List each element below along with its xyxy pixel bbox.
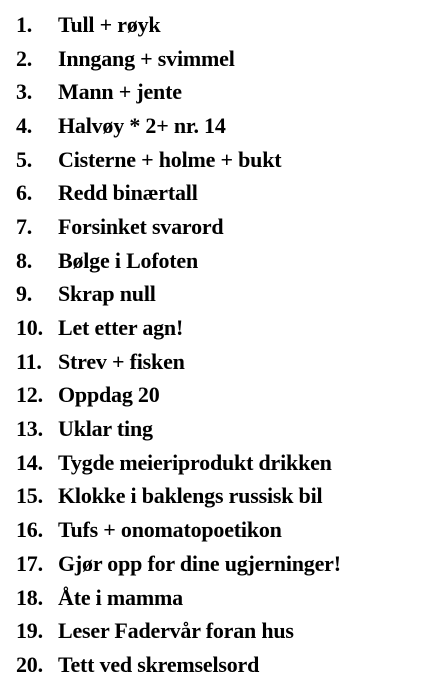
clue-text: Klokke i baklengs russisk bil: [58, 483, 323, 509]
list-item: [0, 547, 424, 581]
clue-number: 19.: [16, 618, 43, 644]
list-item: [0, 278, 424, 312]
list-item: [0, 244, 424, 278]
list-item: [0, 311, 424, 345]
clue-number: 17.: [16, 550, 43, 576]
list-item: [0, 614, 424, 648]
clue-number: 8.: [16, 247, 33, 273]
clue-number: 10.: [16, 315, 43, 341]
clue-number: 13.: [16, 416, 43, 442]
list-item: [0, 446, 424, 480]
clue-text: Cisterne + holme + bukt: [58, 146, 282, 172]
list-item: [0, 379, 424, 413]
clue-text: Halvøy * 2+ nr. 14: [58, 112, 226, 138]
clue-number: 3.: [16, 79, 33, 105]
clue-number: 15.: [16, 483, 43, 509]
clue-text: Tull + røyk: [58, 11, 161, 37]
clue-text: Åte i mamma: [58, 584, 183, 610]
clue-text: Bølge i Lofoten: [58, 247, 198, 273]
clue-text: Leser Fadervår foran hus: [58, 618, 294, 644]
clue-number: 18.: [16, 584, 43, 610]
list-item: [0, 345, 424, 379]
clue-text: Skrap null: [58, 281, 156, 307]
list-item: [0, 513, 424, 547]
clue-number: 20.: [16, 651, 43, 677]
clue-number: 16.: [16, 517, 43, 543]
clue-text: Tufs + onomatopoetikon: [58, 517, 282, 543]
clue-text: Oppdag 20: [58, 382, 160, 408]
clue-text: Let etter agn!: [58, 315, 184, 341]
clue-text: Uklar ting: [58, 416, 153, 442]
list-item: [0, 210, 424, 244]
list-item: [0, 648, 424, 682]
list-item: [0, 109, 424, 143]
clue-text: Tygde meieriprodukt drikken: [58, 449, 332, 475]
clue-number: 11.: [16, 348, 42, 374]
list-item: [0, 412, 424, 446]
clue-text: Gjør opp for dine ugjerninger!: [58, 550, 341, 576]
list-item: [0, 480, 424, 514]
clue-number: 9.: [16, 281, 33, 307]
list-item: [0, 75, 424, 109]
clue-number: 5.: [16, 146, 33, 172]
clue-list: [0, 8, 424, 682]
clue-text: Mann + jente: [58, 79, 182, 105]
clue-number: 7.: [16, 213, 33, 239]
clue-number: 4.: [16, 112, 33, 138]
clue-number: 6.: [16, 180, 33, 206]
clue-text: Tett ved skremselsord: [58, 651, 260, 677]
clue-number: 14.: [16, 449, 43, 475]
clue-text: Redd binærtall: [58, 180, 198, 206]
list-item: [0, 581, 424, 615]
list-item: [0, 8, 424, 42]
clue-document: [0, 8, 424, 692]
clue-text: Strev + fisken: [58, 348, 185, 374]
clue-text: Forsinket svarord: [58, 213, 224, 239]
clue-text: Inngang + svimmel: [58, 45, 235, 71]
clue-number: 2.: [16, 45, 33, 71]
clue-number: 12.: [16, 382, 43, 408]
list-item: [0, 42, 424, 76]
list-item: [0, 143, 424, 177]
clue-number: 1.: [16, 11, 33, 37]
list-item: [0, 176, 424, 210]
